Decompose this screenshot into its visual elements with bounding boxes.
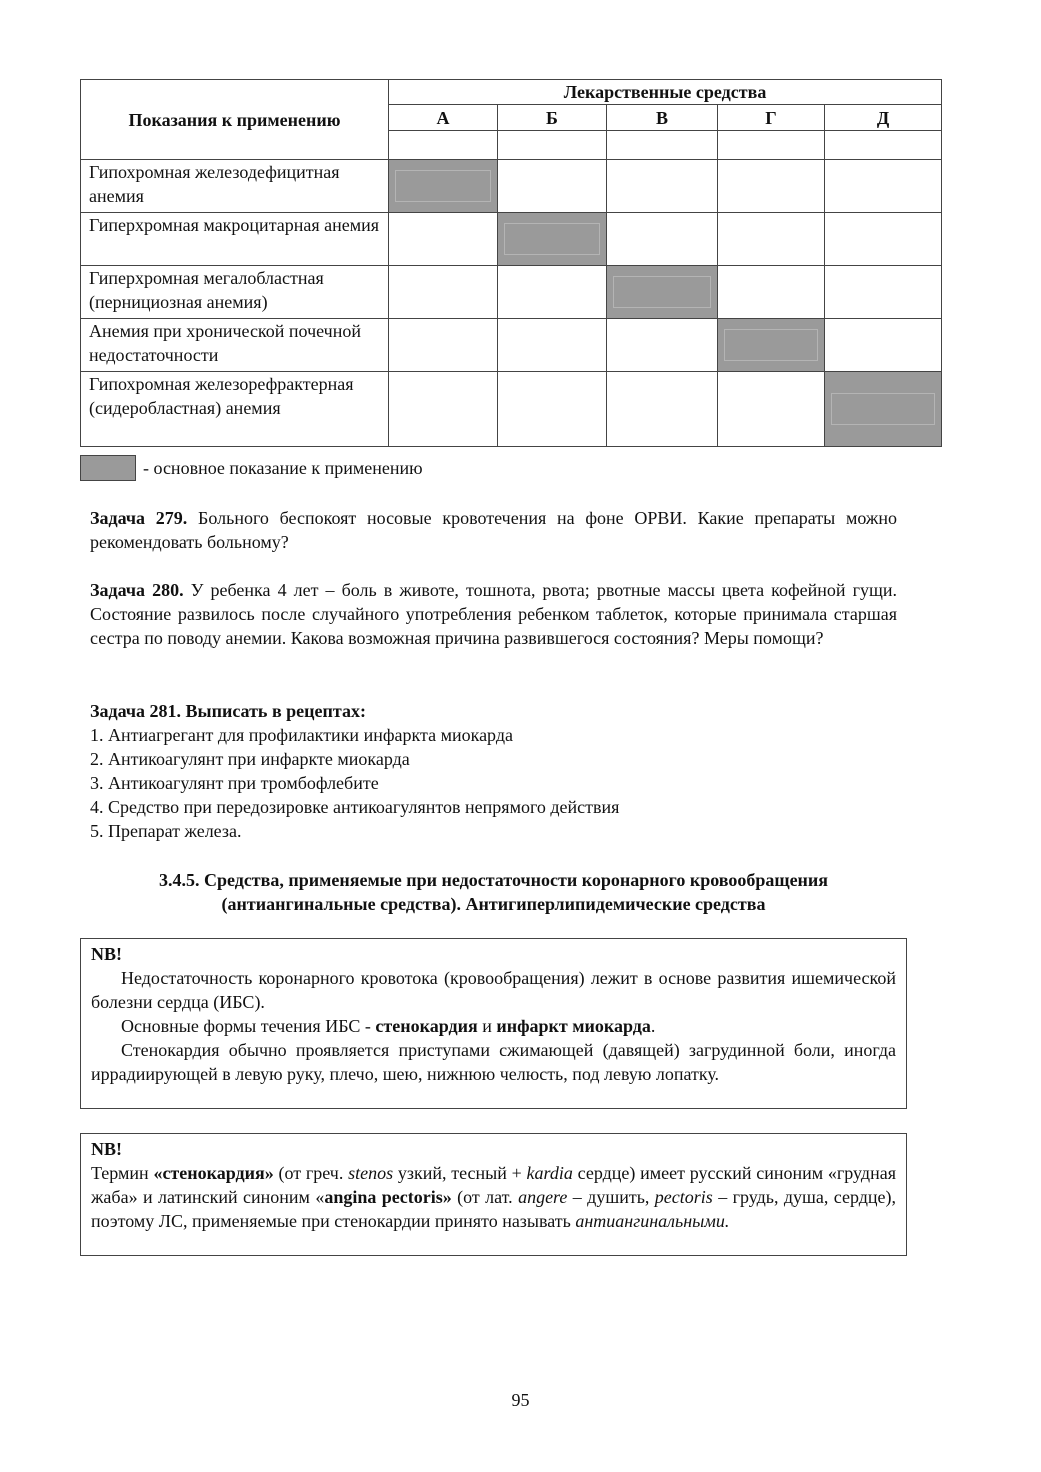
task-280-label: Задача 280. bbox=[90, 580, 184, 600]
empty-cell bbox=[498, 319, 607, 372]
nb-paragraph: Основные формы течения ИБС - стенокардия и инфаркт миокарда. bbox=[121, 1016, 656, 1036]
table-row bbox=[81, 213, 942, 266]
header-drugs: Лекарственные средства bbox=[389, 80, 942, 105]
highlight-cell bbox=[607, 266, 718, 319]
empty-cell bbox=[498, 266, 607, 319]
indication-cell: Гиперхромная макроцитарная анемия bbox=[81, 213, 389, 266]
table-row bbox=[81, 266, 942, 319]
empty-cell bbox=[607, 131, 718, 160]
nb-title: NB! bbox=[91, 944, 122, 964]
indication-cell: Гиперхромная мегалобластная (пернициозная анемия) bbox=[81, 266, 389, 319]
empty-cell bbox=[607, 160, 718, 213]
legend-text: - основное показание к применению bbox=[143, 458, 423, 478]
empty-cell bbox=[825, 131, 942, 160]
task-280 bbox=[90, 578, 897, 650]
empty-cell bbox=[825, 213, 942, 266]
empty-cell bbox=[389, 372, 498, 447]
col-header-g: Г bbox=[718, 105, 825, 131]
table-row bbox=[81, 319, 942, 372]
legend-swatch bbox=[80, 455, 136, 481]
indication-cell: Гипохромная железорефрактерная (сидеробластная) анемия bbox=[81, 372, 389, 447]
empty-cell bbox=[607, 213, 718, 266]
highlight-cell bbox=[498, 213, 607, 266]
highlight-cell bbox=[718, 319, 825, 372]
list-item: 2. Антикоагулянт при инфаркте миокарда bbox=[90, 749, 410, 769]
col-header-v: В bbox=[607, 105, 718, 131]
indication-cell: Анемия при хронической почечной недостаточности bbox=[81, 319, 389, 372]
highlight-cell bbox=[825, 372, 942, 447]
list-item: 1. Антиагрегант для профилактики инфаркта миокарда bbox=[90, 725, 513, 745]
empty-cell bbox=[607, 319, 718, 372]
empty-cell bbox=[498, 372, 607, 447]
empty-cell bbox=[389, 213, 498, 266]
header-indications: Показания к применению bbox=[81, 80, 389, 160]
page-number: 95 bbox=[511, 1390, 530, 1410]
task-280-text: У ребенка 4 лет – боль в животе, тошнота, рвота; рвотные массы цвета кофейной гущи. Состояние развилось после случайного употребления ребенком таблеток, которые принимала старшая сестра по поводу анемии. Какова возможная причина развившегося состояния? Меры помощи? bbox=[90, 580, 897, 648]
section-heading-line2: (антиангинальные средства). Антигиперлипидемические средства bbox=[221, 894, 766, 914]
empty-cell bbox=[718, 131, 825, 160]
empty-cell bbox=[825, 319, 942, 372]
nb-box-2 bbox=[80, 1133, 907, 1256]
empty-cell bbox=[825, 160, 942, 213]
task-281-label: Задача 281. Выписать в рецептах: bbox=[90, 701, 366, 721]
col-header-d: Д bbox=[825, 105, 942, 131]
empty-cell bbox=[389, 319, 498, 372]
list-item: 4. Средство при передозировке антикоагулянтов непрямого действия bbox=[90, 797, 620, 817]
task-279 bbox=[90, 506, 897, 554]
empty-cell bbox=[718, 213, 825, 266]
empty-cell bbox=[389, 266, 498, 319]
list-item: 5. Препарат железа. bbox=[90, 821, 242, 841]
empty-cell bbox=[607, 372, 718, 447]
nb-paragraph: Стенокардия обычно проявляется приступами сжимающей (давящей) загрудинной боли, иногда иррадиирующей в левую руку, плечо, шею, нижнюю челюсть, под левую лопатку. bbox=[91, 1040, 896, 1084]
indications-table bbox=[80, 79, 942, 447]
empty-cell bbox=[498, 160, 607, 213]
empty-cell bbox=[498, 131, 607, 160]
task-281 bbox=[90, 699, 897, 843]
table-row bbox=[81, 160, 942, 213]
highlight-cell bbox=[389, 160, 498, 213]
nb-box-1 bbox=[80, 938, 907, 1109]
indication-cell: Гипохромная железодефицитная анемия bbox=[81, 160, 389, 213]
nb-title: NB! bbox=[91, 1139, 122, 1159]
nb-paragraph: Недостаточность коронарного кровотока (кровообращения) лежит в основе развития ишемической болезни сердца (ИБС). bbox=[91, 968, 896, 1012]
col-header-a: А bbox=[389, 105, 498, 131]
list-item: 3. Антикоагулянт при тромбофлебите bbox=[90, 773, 379, 793]
task-279-label: Задача 279. bbox=[90, 508, 188, 528]
empty-cell bbox=[825, 266, 942, 319]
empty-cell bbox=[718, 266, 825, 319]
table-row bbox=[81, 372, 942, 447]
nb-paragraph: Термин «стенокардия» (от греч. stenos узкий, тесный + kardia сердце) имеет русский синоним «грудная жаба» и латинский синоним «angina pectoris» (от лат. angere – душить, pectoris – грудь, душа, сердце), поэтому ЛС, применяемые при стенокардии принято называть антиангинальными. bbox=[91, 1163, 896, 1231]
section-heading bbox=[90, 868, 897, 916]
empty-cell bbox=[718, 372, 825, 447]
col-header-b: Б bbox=[498, 105, 607, 131]
task-279-text: Больного беспокоят носовые кровотечения на фоне ОРВИ. Какие препараты можно рекомендовать больному? bbox=[90, 508, 897, 552]
section-heading-line1: 3.4.5. Средства, применяемые при недостаточности коронарного кровообращения bbox=[158, 870, 829, 890]
empty-cell bbox=[718, 160, 825, 213]
empty-cell bbox=[389, 131, 498, 160]
